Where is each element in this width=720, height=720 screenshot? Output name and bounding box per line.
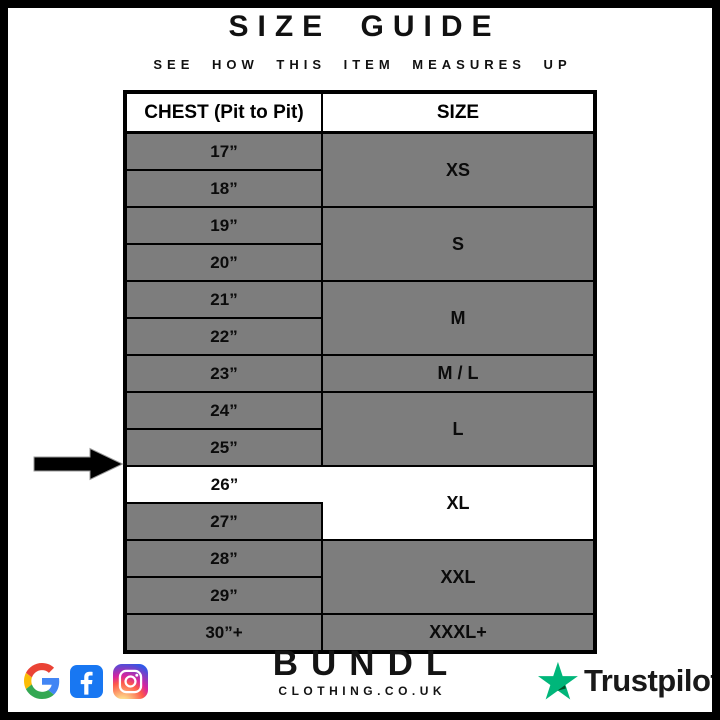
size-cell: M bbox=[322, 281, 595, 355]
brand-domain: CLOTHING.CO.UK bbox=[278, 684, 447, 698]
instagram-icon[interactable] bbox=[113, 664, 148, 699]
size-guide-table bbox=[123, 90, 597, 654]
page-title: SIZE GUIDE bbox=[228, 10, 501, 43]
size-cell: XS bbox=[322, 133, 595, 208]
size-cell: S bbox=[322, 207, 595, 281]
table-row bbox=[125, 281, 595, 318]
page-subtitle: SEE HOW THIS ITEM MEASURES UP bbox=[153, 57, 572, 72]
size-cell: M / L bbox=[322, 355, 595, 392]
size-cell: XXL bbox=[322, 540, 595, 614]
brand-name: BUNDL bbox=[272, 644, 461, 683]
chest-cell: 20” bbox=[125, 244, 322, 281]
social-icons-group bbox=[24, 663, 148, 699]
instagram-camera-glyph bbox=[117, 668, 144, 695]
chest-cell: 18” bbox=[125, 170, 322, 207]
brand-logo bbox=[260, 646, 460, 698]
chest-cell: 19” bbox=[125, 207, 322, 244]
chest-cell: 17” bbox=[125, 133, 322, 171]
chest-cell: 30”+ bbox=[125, 614, 322, 652]
google-icon[interactable] bbox=[24, 663, 60, 699]
size-column-header: SIZE bbox=[322, 92, 595, 133]
facebook-icon[interactable] bbox=[70, 665, 103, 698]
size-cell-highlighted: XL bbox=[322, 466, 595, 540]
chest-column-header: CHEST (Pit to Pit) bbox=[125, 92, 322, 133]
chest-cell: 24” bbox=[125, 392, 322, 429]
chest-cell: 29” bbox=[125, 577, 322, 614]
trustpilot-label: Trustpilot bbox=[584, 663, 720, 698]
size-cell: L bbox=[322, 392, 595, 466]
header-row bbox=[125, 92, 595, 133]
highlight-arrow-icon bbox=[33, 447, 124, 481]
table-row bbox=[125, 392, 595, 429]
facebook-f-glyph bbox=[70, 665, 103, 698]
chest-cell: 21” bbox=[125, 281, 322, 318]
table-row bbox=[125, 540, 595, 577]
table-row bbox=[125, 355, 595, 392]
table-row bbox=[125, 207, 595, 244]
chest-cell: 22” bbox=[125, 318, 322, 355]
trustpilot-logo[interactable] bbox=[538, 661, 720, 701]
size-cell: XXXL+ bbox=[322, 614, 595, 652]
table-row bbox=[125, 133, 595, 171]
chest-cell: 27” bbox=[125, 503, 322, 540]
chest-cell-highlighted: 26” bbox=[125, 466, 322, 503]
chest-cell: 23” bbox=[125, 355, 322, 392]
chest-cell: 25” bbox=[125, 429, 322, 466]
trustpilot-star-icon bbox=[538, 661, 578, 701]
table-row highlighted-row bbox=[125, 466, 595, 503]
chest-cell: 28” bbox=[125, 540, 322, 577]
